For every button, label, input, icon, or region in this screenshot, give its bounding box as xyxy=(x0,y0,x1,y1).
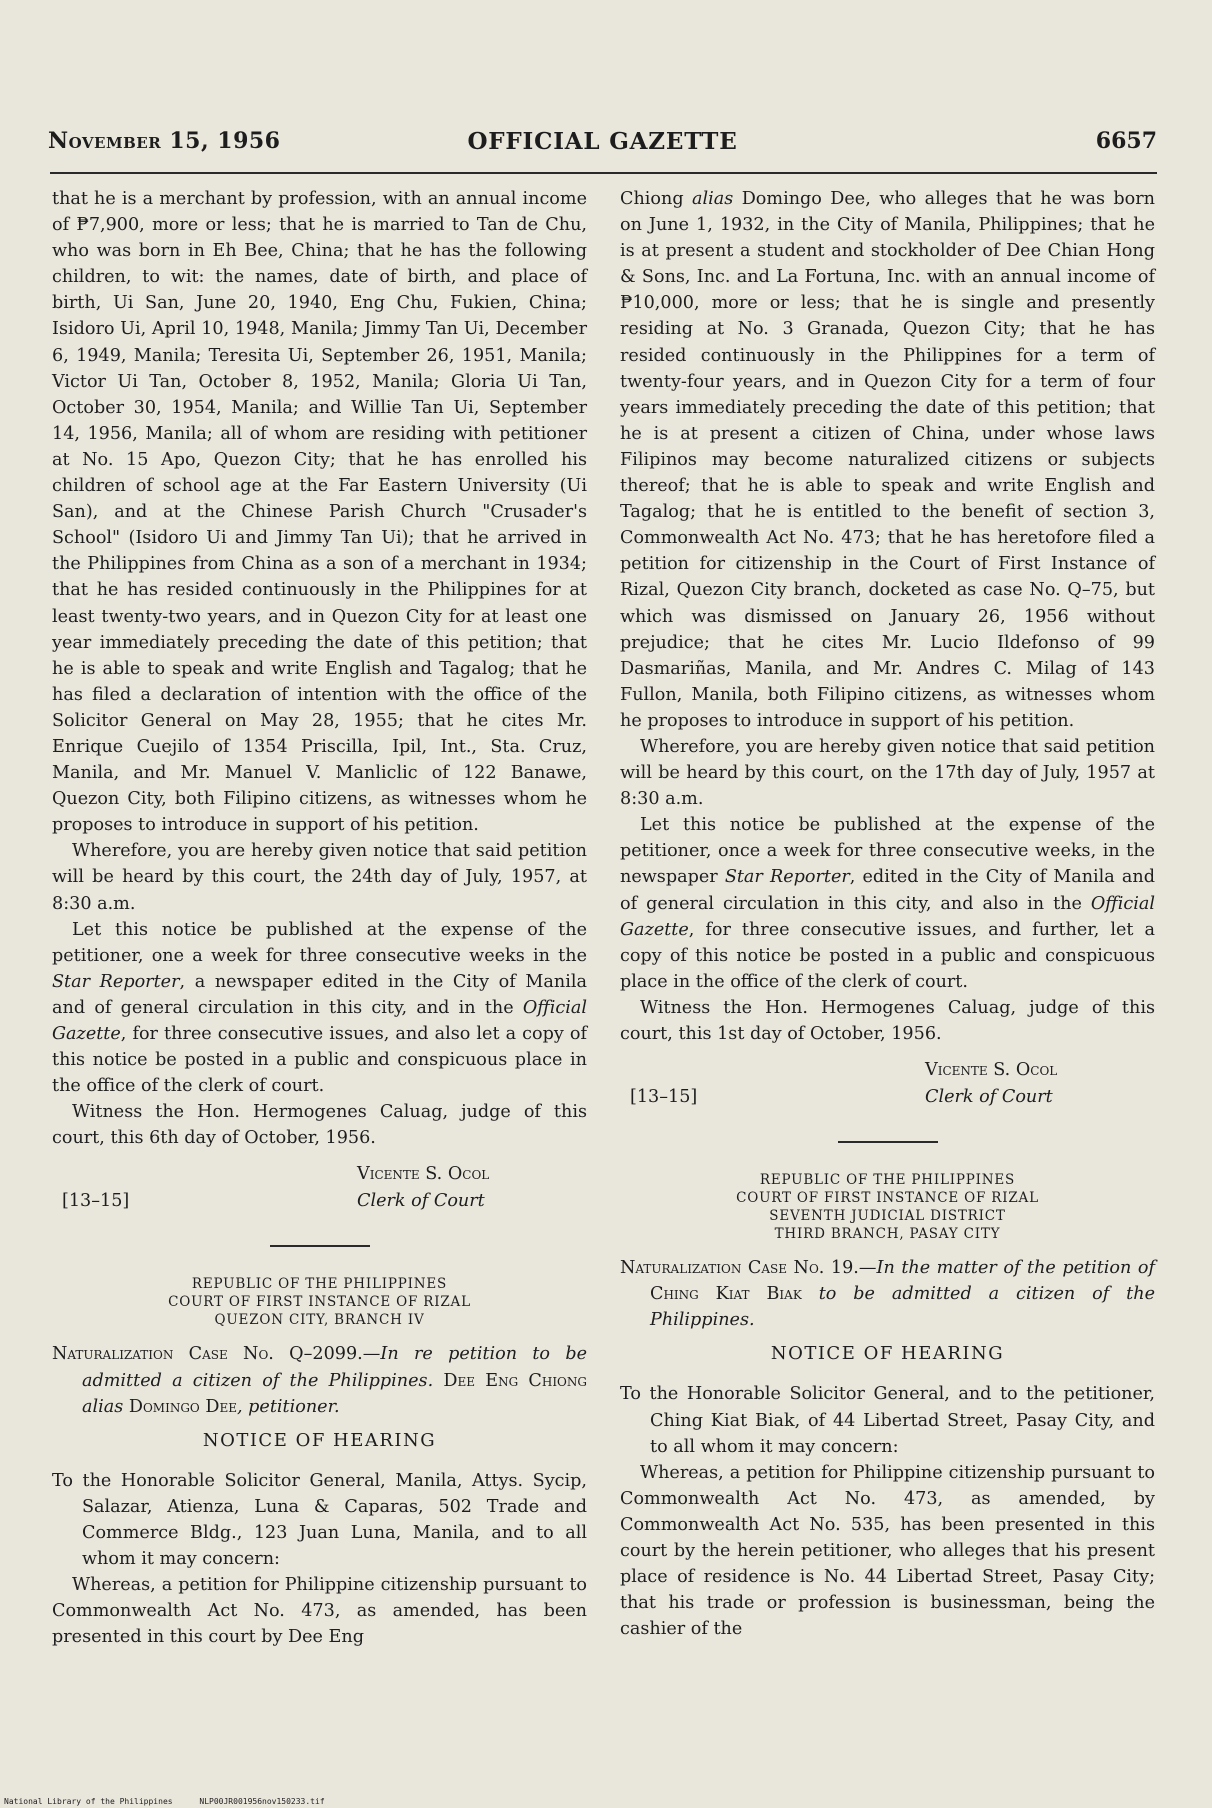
issue-date: November 15, 1956 xyxy=(48,128,281,154)
clerk-name: Vicente S. Ocol xyxy=(357,1164,490,1185)
petitioner-name: Dee Eng Chiong xyxy=(443,1370,587,1391)
clerk-title: Clerk of Court xyxy=(925,1087,1053,1108)
header-rule xyxy=(50,172,1157,174)
notice-address: To the Honorable Solicitor General, Manila, Attys. Sycip, Salazar, Atienza, Luna & Caparas, 502 Trade and Commerce Bldg., 123 Juan Luna, Manila, and to all whom it may concern: xyxy=(52,1470,587,1570)
case-caption xyxy=(620,1255,1155,1333)
case-number: Naturalization Case No. Q–2099. xyxy=(52,1344,363,1365)
court-line: COURT OF FIRST INSTANCE OF RIZAL xyxy=(736,1190,1039,1207)
notice-title: NOTICE OF HEARING xyxy=(770,1343,1005,1365)
signature-block xyxy=(620,1057,1155,1113)
section-divider xyxy=(270,1245,370,1247)
newspaper-name: Star Reporter xyxy=(52,971,180,992)
section-divider xyxy=(838,1141,938,1143)
paragraph-wherefore: Wherefore, you are hereby given notice that said petition will be heard by this court, on the 17th day of July, 1957 at 8:30 a.m. xyxy=(620,736,1155,810)
text-span: Let this notice be published at the expense of the petitioner, once a week for three consecutive weeks, in the newspaper xyxy=(620,815,1155,888)
text-span: Chiong xyxy=(620,189,693,209)
clerk-name: Vicente S. Ocol xyxy=(925,1060,1058,1081)
court-line: COURT OF FIRST INSTANCE OF RIZAL xyxy=(168,1294,471,1311)
page-header xyxy=(48,128,1157,164)
alias-word: alias xyxy=(82,1396,124,1417)
paragraph-whereas: Whereas, a petition for Philippine citizenship pursuant to Commonwealth Act No. 473, as amended, has been presented in this court by Dee Eng xyxy=(52,1575,587,1648)
case-description: to be admitted a citizen of the Philippines. xyxy=(650,1284,1155,1331)
notice-title: NOTICE OF HEARING xyxy=(202,1429,437,1451)
clerk-title: Clerk of Court xyxy=(357,1191,485,1212)
library-credit: National Library of the Philippines xyxy=(4,1797,173,1806)
text-span: , a newspaper edited in the City of Manila and of general circulation in this city, and in the xyxy=(52,971,587,1018)
text-span: Domingo Dee, who alleges that he was born on June 1, 1932, in the City of Manila, Philippines; that he is at present a student and stockholder of Dee Chian Hong & Sons, Inc. and La Fortuna, Inc. with an annual income of ₱10,000, more or less; that he is single and presently residing at No. 3 Granada, Quezon City; that he has resided continuously in the Philippines for a term of twenty-four years, and in Quezon City for a term of four years immediately preceding the date of this petition; that he is at present a citizen of China, under whose laws Filipinos may become naturalized citizens or subjects thereof; that he is able to speak and write English and Tagalog; that he is entitled to the benefit of section 3, Commonwealth Act No. 473; that he has heretofore filed a petition for citizenship in the Court of First Instance of Rizal, Quezon City branch, docketed as case No. Q–75, but which was dismissed on January 26, 1956 without prejudice; that he cites Mr. Lucio Ildefonso of 99 Dasmariñas, Manila, and Mr. Andres C. Milag of 143 Fullon, Manila, both Filipino citizens, as witnesses whom he proposes to introduce in support of his petition. xyxy=(620,189,1155,731)
court-heading xyxy=(52,1275,587,1329)
paragraph-whereas: Whereas, a petition for Philippine citizenship pursuant to Commonwealth Act No. 473, as amended, by Commonwealth Act No. 535, has been presented in this court by the herein petitioner, who alleges that his present place of residence is No. 44 Libertad Street, Pasay City; that his trade or profession is businessman, being the cashier of the xyxy=(620,1462,1155,1640)
court-line: REPUBLIC OF THE PHILIPPINES xyxy=(191,1276,448,1293)
paragraph-witness: Witness the Hon. Hermogenes Caluag, judge of this court, this 6th day of October, 1956. xyxy=(52,1102,587,1149)
left-column xyxy=(52,186,587,1651)
notice-address: To the Honorable Solicitor General, and to the petitioner, Ching Kiat Biak, of 44 Libertad Street, Pasay City, and to all whom it may concern: xyxy=(620,1384,1155,1457)
court-line: REPUBLIC OF THE PHILIPPINES xyxy=(759,1172,1016,1189)
right-column xyxy=(620,186,1155,1642)
paragraph-witness: Witness the Hon. Hermogenes Caluag, judge of this court, this 1st day of October, 1956. xyxy=(620,997,1155,1044)
scan-footer xyxy=(4,1797,347,1806)
court-heading xyxy=(620,1171,1155,1243)
case-caption xyxy=(52,1341,587,1419)
paragraph-continuation: that he is a merchant by profession, with an annual income of ₱7,900, more or less; that he is married to Tan de Chu, who was born in Eh Bee, China; that he has the following children, to wit: the names, date of birth, and place of birth, Ui San, June 20, 1940, Eng Chu, Fukien, China; Isidoro Ui, April 10, 1948, Manila; Jimmy Tan Ui, December 6, 1949, Manila; Teresita Ui, September 26, 1951, Manila; Victor Ui Tan, October 8, 1952, Manila; Gloria Ui Tan, October 30, 1954, Manila; and Willie Tan Ui, September 14, 1956, Manila; all of whom are residing with petitioner at No. 15 Apo, Quezon City; that he has enrolled his children of school age at the Far Eastern University (Ui San), and at the Chinese Parish Church "Crusader's School" (Isidoro Ui and Jimmy Tan Ui); that he arrived in the Philippines from China as a son of a merchant in 1934; that he has resided continuously in the Philippines for at least twenty-two years, and in Quezon City for at least one year immediately preceding the date of this petition; that he is able to speak and write English and Tagalog; that he has filed a declaration of intention with the office of the Solicitor General on May 28, 1955; that he cites Mr. Enrique Cuejilo of 1354 Priscilla, Ipil, Int., Sta. Cruz, Manila, and Mr. Manuel V. Manliclic of 122 Banawe, Quezon City, both Filipino citizens, as witnesses whom he proposes to introduce in support of his petition. xyxy=(52,189,587,836)
signature-block xyxy=(52,1161,587,1217)
petitioner-label: , petitioner. xyxy=(236,1396,340,1417)
gazette-name: Official Gazette xyxy=(620,893,1155,940)
paragraph-wherefore: Wherefore, you are hereby given notice that said petition will be heard by this court, the 24th day of July, 1957, at 8:30 a.m. xyxy=(52,841,587,914)
page-number: 6657 xyxy=(1095,128,1157,154)
issue-numbers: [13–15] xyxy=(62,1191,130,1212)
paragraph-publication xyxy=(620,812,1155,995)
case-description: —In re petition to be admitted a citizen of the Philippines. xyxy=(82,1344,587,1391)
court-line: QUEZON CITY, BRANCH IV xyxy=(214,1312,425,1329)
case-number: Naturalization Case No. 19. xyxy=(620,1258,859,1279)
court-line: SEVENTH JUDICIAL DISTRICT xyxy=(769,1208,1006,1225)
petitioner-alias: Domingo Dee xyxy=(128,1396,237,1417)
text-span: Let this notice be published at the expense of the petitioner, one a week for three consecutive weeks in the xyxy=(52,919,587,966)
newspaper-name: Star Reporter xyxy=(724,867,850,888)
text-span: , edited in the City of Manila and of general circulation in this city, and also in the xyxy=(620,867,1156,914)
scan-filename: NLP00JR001956nov150233.tif xyxy=(199,1797,325,1806)
text-span: , for three consecutive issues, and also let a copy of this notice be posted in a public and conspicuous place in the office of the clerk of court. xyxy=(52,1024,587,1097)
alias-word: alias xyxy=(692,189,734,209)
gazette-name: Official Gazette xyxy=(52,997,587,1044)
publication-title: OFFICIAL GAZETTE xyxy=(467,128,738,155)
text-span: , for three consecutive issues, and further, let a copy of this notice be posted in a public and conspicuous place in the office of the clerk of court. xyxy=(620,919,1155,992)
court-line: THIRD BRANCH, PASAY CITY xyxy=(774,1226,1001,1243)
paragraph-continuation xyxy=(620,186,1155,734)
paragraph-publication xyxy=(52,917,587,1100)
petitioner-name: Ching Kiat Biak xyxy=(650,1284,802,1305)
case-description: —In the matter of the petition of xyxy=(858,1258,1155,1279)
issue-numbers: [13–15] xyxy=(630,1087,698,1108)
